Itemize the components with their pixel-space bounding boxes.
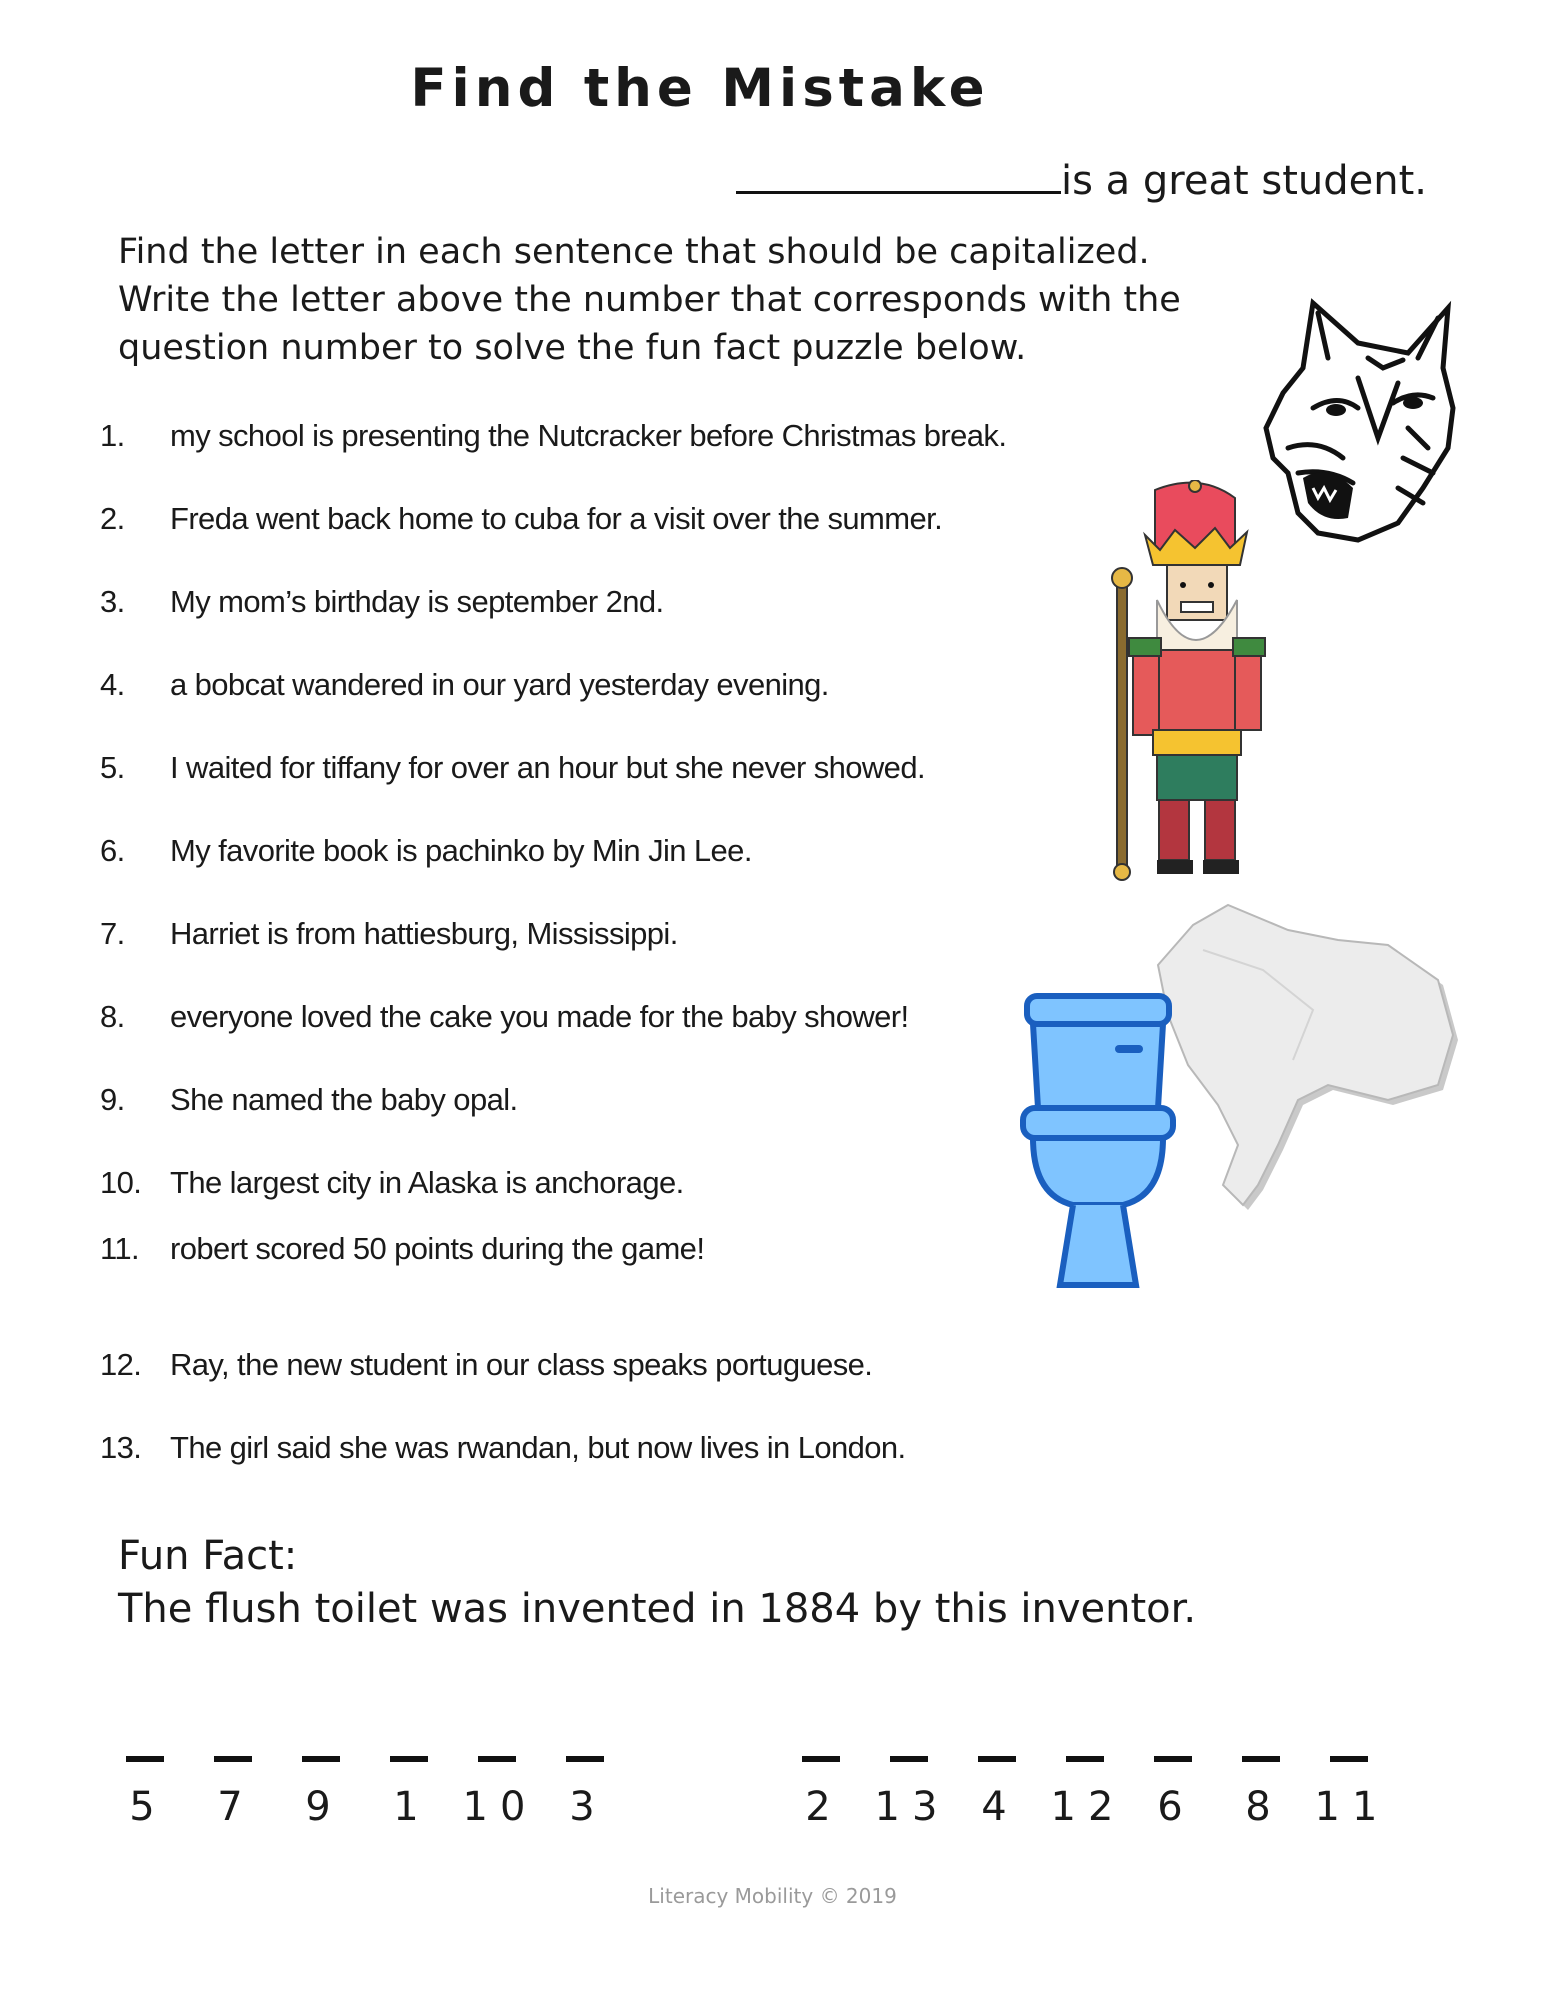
question-number: 10.: [100, 1165, 142, 1200]
question-number: 13.: [100, 1430, 142, 1465]
question-number: 12.: [100, 1347, 142, 1382]
question-item: [100, 1231, 704, 1267]
question-number: 4.: [100, 667, 125, 702]
answer-number: 1: [393, 1784, 431, 1830]
answer-number: 4: [981, 1784, 1019, 1830]
answer-number: 5: [129, 1784, 167, 1830]
answer-line: [1242, 1756, 1280, 1762]
question-text: my school is presenting the Nutcracker before Christmas break.: [170, 418, 1007, 453]
question-number: 2.: [100, 501, 125, 536]
answer-line: [478, 1756, 516, 1762]
question-number: 6.: [100, 833, 125, 868]
answer-blank[interactable]: [1308, 1738, 1396, 1848]
answer-line: [390, 1756, 428, 1762]
question-item: [100, 999, 909, 1035]
answer-line: [126, 1756, 164, 1762]
answer-blank[interactable]: [1220, 1738, 1308, 1848]
question-item: [100, 584, 664, 620]
question-item: [100, 750, 925, 786]
question-text: She named the baby opal.: [170, 1082, 518, 1117]
fun-fact-text: The flush toilet was invented in 1884 by this inventor.: [118, 1586, 1197, 1632]
question-text: The largest city in Alaska is anchorage.: [170, 1165, 684, 1200]
answer-last-name: [780, 1738, 1396, 1848]
question-text: Ray, the new student in our class speaks portuguese.: [170, 1347, 873, 1382]
question-text: My favorite book is pachinko by Min Jin Lee.: [170, 833, 752, 868]
answer-blank[interactable]: [368, 1738, 456, 1848]
answer-blank[interactable]: [956, 1738, 1044, 1848]
question-text: robert scored 50 points during the game!: [170, 1231, 705, 1266]
question-item: [100, 1165, 684, 1201]
answer-number: 8: [1245, 1784, 1283, 1830]
answer-blank[interactable]: [280, 1738, 368, 1848]
question-item: [100, 418, 1006, 454]
question-text: The girl said she was rwandan, but now lives in London.: [170, 1430, 906, 1465]
question-number: 9.: [100, 1082, 125, 1117]
question-item: [100, 667, 829, 703]
copyright-footer: Literacy Mobility © 2019: [648, 1884, 897, 1908]
question-item: [100, 1430, 906, 1466]
page-title: Find the Mistake: [410, 58, 990, 119]
fun-fact-label: Fun Fact:: [118, 1533, 298, 1579]
question-number: 3.: [100, 584, 125, 619]
answer-number: 7: [217, 1784, 255, 1830]
answer-blank[interactable]: [1044, 1738, 1132, 1848]
answer-blank[interactable]: [456, 1738, 544, 1848]
answer-line: [1330, 1756, 1368, 1762]
question-text: a bobcat wandered in our yard yesterday evening.: [170, 667, 829, 702]
answer-blank[interactable]: [1132, 1738, 1220, 1848]
question-number: 8.: [100, 999, 125, 1034]
answer-number: 10: [462, 1784, 538, 1830]
answer-number: 2: [805, 1784, 843, 1830]
answer-number: 12: [1050, 1784, 1126, 1830]
answer-blank[interactable]: [192, 1738, 280, 1848]
student-name-line: [736, 153, 1427, 204]
answer-blank[interactable]: [780, 1738, 868, 1848]
question-number: 1.: [100, 418, 125, 453]
toilet-illustration: [1018, 990, 1178, 1292]
answer-number: 3: [569, 1784, 607, 1830]
answer-line: [802, 1756, 840, 1762]
question-text: Harriet is from hattiesburg, Mississippi.: [170, 916, 678, 951]
instructions: Find the letter in each sentence that should be capitalized. Write the letter above the number that corresponds with the question number to solve the fun fact puzzle below.: [118, 232, 1181, 368]
question-text: My mom’s birthday is september 2nd.: [170, 584, 664, 619]
question-text: I waited for tiffany for over an hour but she never showed.: [170, 750, 925, 785]
question-item: [100, 501, 942, 537]
question-number: 5.: [100, 750, 125, 785]
question-number: 11.: [100, 1231, 139, 1266]
name-line-suffix: is a great student.: [1061, 158, 1427, 204]
nutcracker-illustration: [1095, 480, 1267, 885]
answer-line: [890, 1756, 928, 1762]
question-number: 7.: [100, 916, 125, 951]
question-item: [100, 916, 678, 952]
answer-blank[interactable]: [104, 1738, 192, 1848]
answer-blank[interactable]: [544, 1738, 632, 1848]
answer-number: 6: [1157, 1784, 1195, 1830]
answer-line: [1154, 1756, 1192, 1762]
answer-line: [214, 1756, 252, 1762]
answer-line: [302, 1756, 340, 1762]
question-item: [100, 1082, 518, 1118]
answer-number: 11: [1314, 1784, 1390, 1830]
question-item: [100, 833, 752, 869]
answer-line: [1066, 1756, 1104, 1762]
question-text: everyone loved the cake you made for the baby shower!: [170, 999, 909, 1034]
answer-number: 9: [305, 1784, 343, 1830]
answer-number: 13: [874, 1784, 950, 1830]
question-text: Freda went back home to cuba for a visit over the summer.: [170, 501, 943, 536]
question-item: [100, 1347, 872, 1383]
answer-blank[interactable]: [868, 1738, 956, 1848]
answer-line: [978, 1756, 1016, 1762]
answer-first-name: [104, 1738, 632, 1848]
map-illustration: [1143, 890, 1480, 1230]
bobcat-illustration: [1258, 298, 1458, 543]
name-blank[interactable]: [736, 153, 1061, 194]
answer-line: [566, 1756, 604, 1762]
